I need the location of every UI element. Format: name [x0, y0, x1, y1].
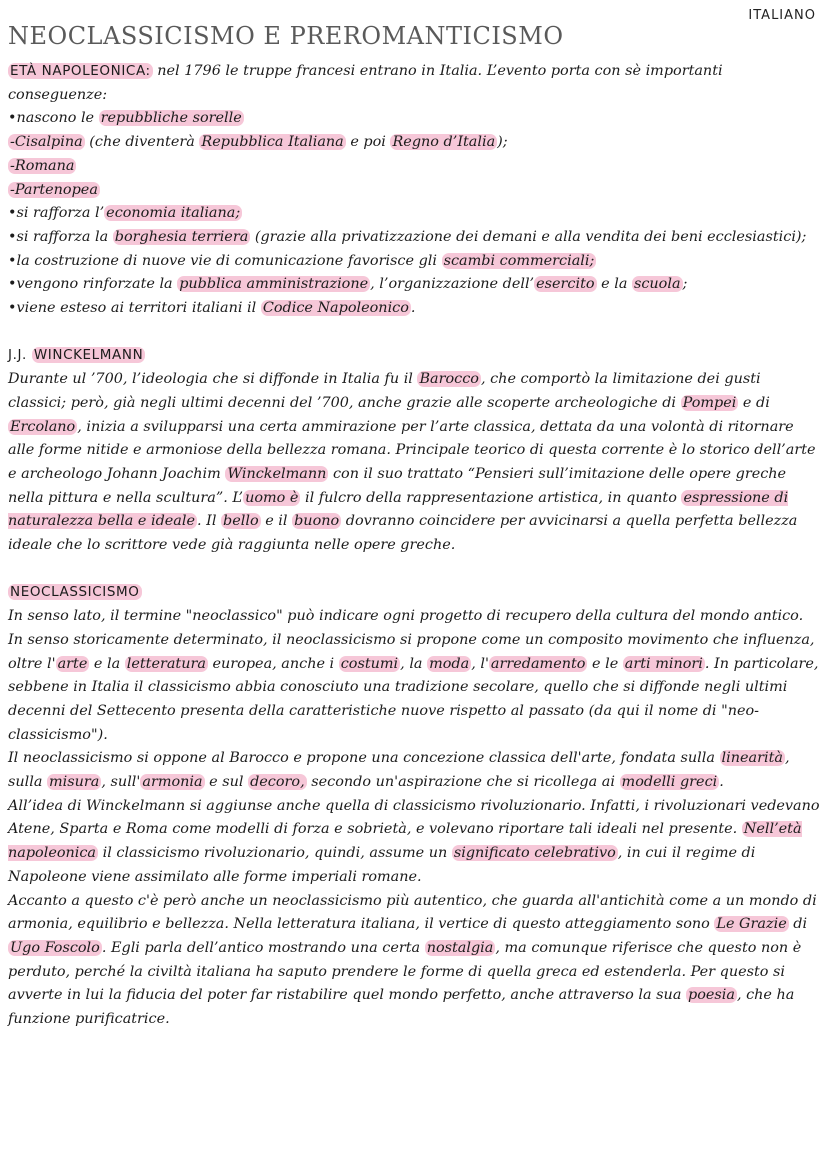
section-gap: [8, 321, 820, 345]
section-gap: [8, 558, 820, 582]
list-item: •nascono le repubbliche sorelle: [8, 110, 242, 127]
eta-intro: ETÀ NAPOLEONICA: nel 1796 le truppe francesi entrano in Italia. L’evento porta con sè importanti conseguenze:: [8, 63, 723, 103]
list-item: •viene esteso ai territori italiani il Codice Napoleonico .: [8, 300, 416, 317]
list-item: •si rafforza l’ economia italiana;: [8, 205, 241, 222]
eta-heading: ETÀ NAPOLEONICA:: [10, 63, 151, 79]
neo-paragraph-3: All’idea di Winckelmann si aggiunse anche quella di classicismo rivoluzionario. Infatti, i rivoluzionari vedevano Atene, Sparta e Roma come modelli di forza e sobrietà, e volevano riportare tali ideali nel presente. Nell’età napoleonica il classicismo rivoluzionario, quindi, assume un significato celebrativo , in cui il regime di Napoleone viene assimilato alle forme imperiali romane.: [8, 797, 820, 885]
document-body: [8, 60, 820, 1032]
winckelmann-heading: J.J. WINCKELMANN: [8, 347, 144, 364]
list-item: •si rafforza la borghesia terriera (grazie alla privatizzazione dei demani e alla vendita dei beni ecclesiastici);: [8, 228, 807, 245]
list-item: -Cisalpina (che diventerà Repubblica Italiana e poi Regno d’Italia );: [10, 134, 508, 151]
page-title: NEOCLASSICISMO E PREROMANTICISMO: [8, 22, 564, 50]
list-item: •la costruzione di nuove vie di comunicazione favorisce gli scambi commerciali;: [8, 252, 595, 269]
list-item: -Romana: [10, 157, 75, 174]
list-item: -Partenopea: [10, 181, 98, 198]
neo-paragraph-2: Il neoclassicismo si oppone al Barocco e propone una concezione classica dell'arte, fondata sulla linearità , sulla misura , sull' armonia e sul decoro, secondo un'aspirazione che si ricollega ai modelli greci .: [8, 750, 790, 791]
subject-label: ITALIANO: [748, 8, 816, 23]
neo-paragraph-1: In senso lato, il termine "neoclassico" può indicare ogni progetto di recupero della cultura del mondo antico. In senso storicamente determinato, il neoclassicismo si propone come un composito movimento che influenza, oltre l' arte e la letteratura europea, anche i costumi , la moda , l' arredamento e le arti minori . In particolare, sebbene in Italia il classicismo abbia conosciuto una tradizione secolare, quello che si diffonde negli ultimi decenni del Settecento presenta della caratteristiche nuove rispetto al passato (da qui il nome di "neo-classicismo").: [8, 608, 819, 743]
list-item: •vengono rinforzate la pubblica amministrazione , l’organizzazione dell’ esercito e la scuola ;: [8, 276, 688, 293]
neo-paragraph-4: Accanto a questo c'è però anche un neoclassicismo più autentico, che guarda all'antichità come a un mondo di armonia, equilibrio e bellezza. Nella letteratura italiana, il vertice di questo atteggiamento sono Le Grazie di Ugo Foscolo . Egli parla dell’antico mostrando una certa nostalgia , ma comunque riferisce che questo non è perduto, perché la civiltà italiana ha saputo prendere le forme di quella greca ed estenderla. Per questo si avverte in lui la fiducia del poter far ristabilire quel mondo perfetto, anche attraverso la sua poesia , che ha funzione purificatrice.: [8, 892, 817, 1028]
winckelmann-paragraph: Durante ul ’700, l’ideologia che si diffonde in Italia fu il Barocco , che comportò la limitazione dei gusti classici; però, già negli ultimi decenni del ’700, anche grazie alle scoperte archeologiche di Pompei e di Ercolano , inizia a svilupparsi una certa ammirazione per l’arte classica, dettata da una volontà di ritornare alle forme nitide e armoniose della bellezza romana. Principale teorico di questa corrente è lo storico dell’arte e archeologo Johann Joachim Winckelmann con il suo trattato “Pensieri sull’imitazione delle opere greche nella pittura e nella scultura”. L’ uomo è il fulcro della rappresentazione artistica, in quanto espressione di naturalezza bella e ideale . Il bello e il buono dovranno coincidere per avvicinarsi a quella perfetta bellezza ideale che lo scrittore vede già raggiunta nelle opere greche.: [8, 371, 816, 554]
neoclassicismo-heading: NEOCLASSICISMO: [10, 584, 140, 601]
